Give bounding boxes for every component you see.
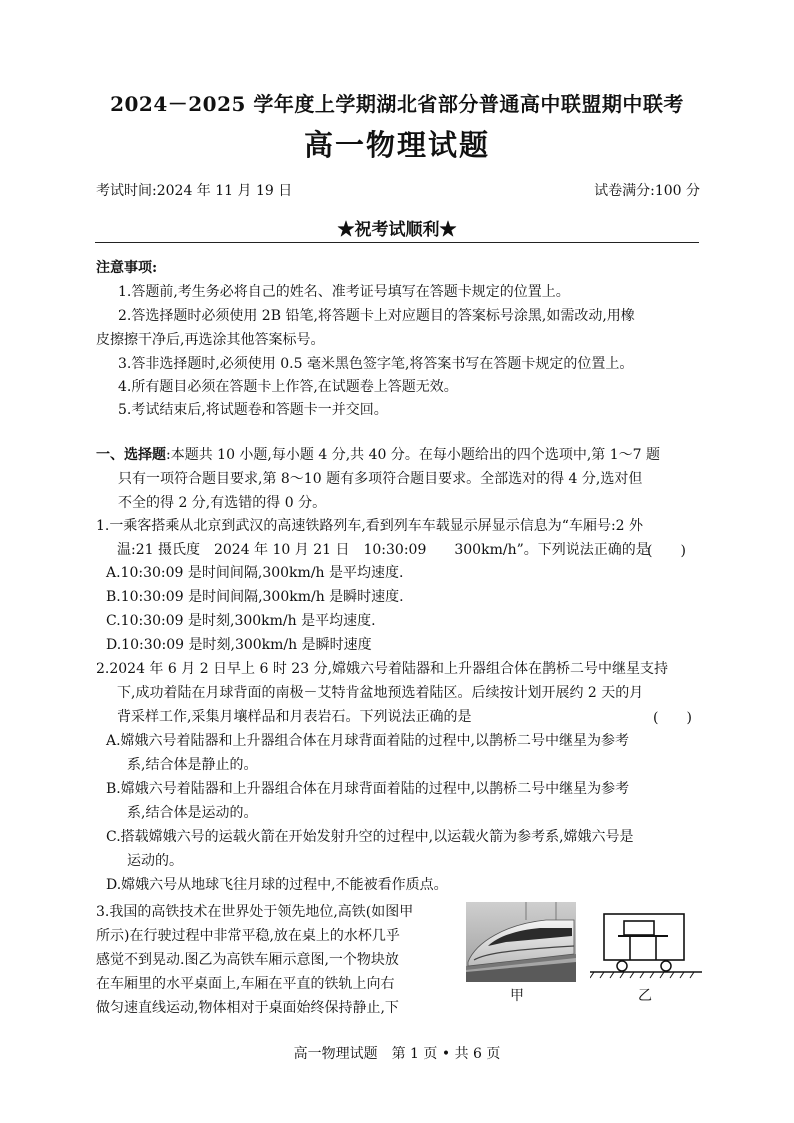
note-item: 皮擦擦干净后,再选涂其他答案标号。 (96, 332, 325, 348)
q2-option-c-cont: 运动的。 (127, 853, 183, 869)
figure-yi-label: 乙 (638, 988, 652, 1004)
note-item: 2.答选择题时必须使用 2B 铅笔,将答题卡上对应题目的答案标号涂黑,如需改动,用橡 (118, 308, 635, 324)
q2-stem-line: 2.2024 年 6 月 2 日早上 6 时 23 分,嫦娥六号着陆器和上升器组合体在鹊桥二号中继星支持 (96, 661, 669, 677)
full-score: 试卷满分:100 分 (594, 183, 700, 199)
q3-stem-line: 感觉不到晃动.图乙为高铁车厢示意图,一个物块放 (96, 952, 399, 968)
blessing: ★祝考试顺利★ (337, 220, 457, 240)
q2-option-a-cont: 系,结合体是静止的。 (127, 757, 258, 773)
note-item: 1.答题前,考生务必将自己的姓名、准考证号填写在答题卡规定的位置上。 (118, 284, 570, 300)
q1-answer-bracket: ( ) (647, 543, 686, 559)
section-intro-text: :本题共 10 小题,每小题 4 分,共 40 分。在每小题给出的四个选项中,第 1～7 题 (166, 447, 661, 463)
q3-stem-line: 3.我国的高铁技术在世界处于领先地位,高铁(如图甲 (96, 904, 414, 920)
q2-option-d: D.嫦娥六号从地球飞往月球的过程中,不能被看作质点。 (106, 877, 448, 893)
q3-stem-line: 做匀速直线运动,物体相对于桌面始终保持静止,下 (96, 1000, 399, 1016)
exam-time: 考试时间:2024 年 11 月 19 日 (96, 183, 293, 199)
carriage-diagram (590, 908, 702, 984)
note-item: 3.答非选择题时,必须使用 0.5 毫米黑色签字笔,将答案书写在答题卡规定的位置上。 (118, 356, 634, 372)
q2-option-b-cont: 系,结合体是运动的。 (127, 805, 258, 821)
note-item: 4.所有题目必须在答题卡上作答,在试题卷上答题无效。 (118, 379, 458, 395)
q2-option-b: B.嫦娥六号着陆器和上升器组合体在月球背面着陆的过程中,以鹊桥二号中继星为参考 (106, 781, 630, 797)
section-intro (96, 445, 660, 465)
q1-option-d: D.10:30:09 是时刻,300km/h 是瞬时速度 (106, 637, 372, 653)
figure-jia-label: 甲 (510, 988, 524, 1004)
q2-stem-line: 背采样工作,采集月壤样品和月表岩石。下列说法正确的是 (117, 709, 472, 725)
q1-option-a: A.10:30:09 是时间间隔,300km/h 是平均速度. (106, 565, 404, 581)
section-intro-line: 只有一项符合题目要求,第 8～10 题有多项符合题目要求。全部选对的得 4 分,选对但 (118, 471, 643, 487)
subject-title: 高一物理试题 (303, 128, 490, 162)
high-speed-train-photo (466, 902, 576, 982)
q1-option-c: C.10:30:09 是时刻,300km/h 是平均速度. (106, 613, 376, 629)
page-footer: 高一物理试题 第 1 页 • 共 6 页 (293, 1046, 501, 1062)
q2-option-a: A.嫦娥六号着陆器和上升器组合体在月球背面着陆的过程中,以鹊桥二号中继星为参考 (106, 733, 630, 749)
q2-stem-line: 下,成功着陆在月球背面的南极－艾特肯盆地预选着陆区。后续按计划开展约 2 天的月 (117, 685, 644, 701)
notes-heading: 注意事项: (96, 260, 158, 276)
section-intro-line: 不全的得 2 分,有选错的得 0 分。 (118, 495, 327, 511)
q1-stem-line: 1.一乘客搭乘从北京到武汉的高速铁路列车,看到列车车载显示屏显示信息为“车厢号:2 外 (96, 518, 644, 534)
q3-stem-line: 所示)在行驶过程中非常平稳,放在桌上的水杯几乎 (96, 928, 400, 944)
note-item: 5.考试结束后,将试题卷和答题卡一并交回。 (118, 402, 388, 418)
section-label: 一、选择题 (96, 447, 166, 463)
q1-stem-line: 温:21 摄氏度 2024 年 10 月 21 日 10:30:09 300km/h”。下列说法正确的是 (117, 542, 650, 558)
q2-option-c: C.搭载嫦娥六号的运载火箭在开始发射升空的过程中,以运载火箭为参考系,嫦娥六号是 (106, 829, 634, 845)
q3-stem-line: 在车厢里的水平桌面上,车厢在平直的铁轨上向右 (96, 976, 395, 992)
q2-answer-bracket: ( ) (653, 710, 692, 726)
q1-option-b: B.10:30:09 是时间间隔,300km/h 是瞬时速度. (106, 589, 404, 605)
exam-title: 2024－2025 学年度上学期湖北省部分普通高中联盟期中联考 (110, 92, 684, 116)
header-divider (95, 242, 699, 243)
